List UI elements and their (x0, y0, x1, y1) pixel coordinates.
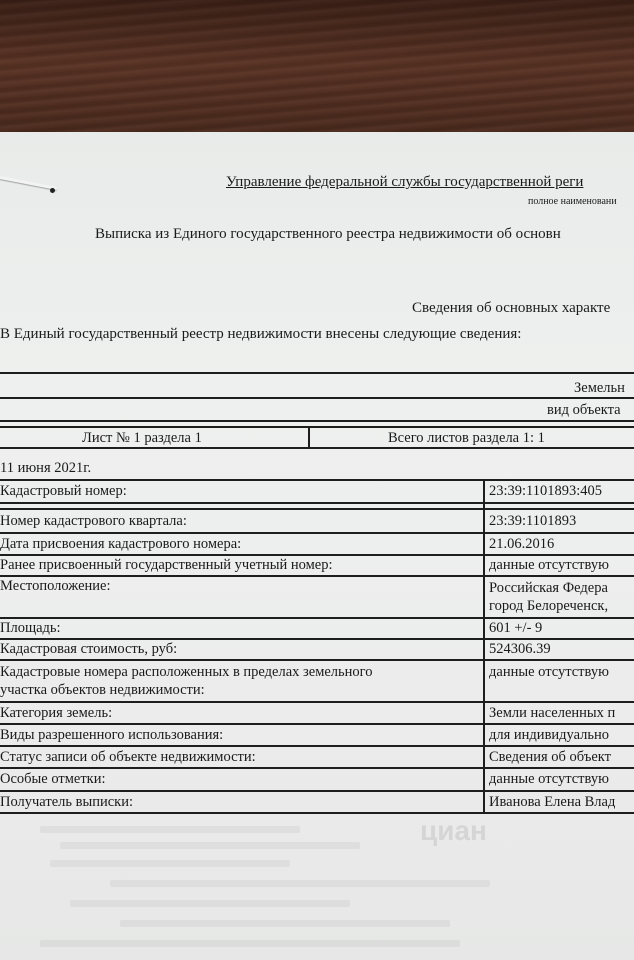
row-value: Земли населенных п (489, 705, 616, 721)
table-border (0, 447, 634, 449)
row-border (0, 575, 634, 577)
row-value: Иванова Елена Влад (489, 794, 616, 810)
row-value-line2: город Белореченск, (489, 598, 609, 614)
row-value: Сведения об объект (489, 749, 611, 765)
row-label: Статус записи об объекте недвижимости: (0, 749, 256, 765)
row-border (0, 745, 634, 747)
bleed-through-text (50, 860, 290, 867)
row-border (0, 767, 634, 769)
row-label: Кадастровый номер: (0, 483, 127, 499)
bleed-through-text (70, 900, 350, 907)
row-border (0, 659, 634, 661)
row-border (0, 502, 634, 504)
watermark-logo: циан (420, 815, 487, 846)
row-label: Особые отметки: (0, 771, 106, 787)
table-border-top (0, 372, 634, 374)
sheet-total: Всего листов раздела 1: 1 (388, 430, 545, 446)
row-label: Кадастровая стоимость, руб: (0, 641, 178, 657)
bleed-through-text (40, 826, 300, 833)
row-value: данные отсутствую (489, 771, 609, 787)
row-label: Дата присвоения кадастрового номера: (0, 536, 242, 552)
row-label: Получатель выписки: (0, 794, 133, 810)
row-value: 601 +/- 9 (489, 620, 543, 636)
bleed-through-text (60, 842, 360, 849)
bleed-through-text (40, 940, 460, 947)
row-border (0, 508, 634, 510)
row-label-line2: участка объектов недвижимости: (0, 682, 205, 698)
row-label: Номер кадастрового квартала: (0, 513, 187, 529)
row-value: 524306.39 (489, 641, 551, 657)
table-border (0, 420, 634, 422)
row-value: данные отсутствую (489, 557, 609, 573)
row-border (0, 638, 634, 640)
object-kind-caption: вид объекта (547, 402, 621, 418)
full-name-caption: полное наименовани (528, 196, 617, 207)
table-border (0, 426, 634, 428)
object-type: Земельн (574, 380, 625, 396)
sheet-number: Лист № 1 раздела 1 (82, 430, 202, 446)
section-title: Сведения об основных характе (412, 300, 611, 316)
authority-name: Управление федеральной службы государственной реги (226, 174, 584, 190)
row-label: Ранее присвоенный государственный учетный номер: (0, 557, 333, 573)
document-title: Выписка из Единого государственного реестра недвижимости об основн (95, 226, 561, 242)
pen-tip (50, 188, 55, 193)
row-value: для индивидуально (489, 727, 610, 743)
row-value: 23:39:1101893:405 (489, 483, 603, 499)
row-label: Виды разрешенного использования: (0, 727, 224, 743)
row-value: 23:39:1101893 (489, 513, 577, 529)
row-border (0, 554, 634, 556)
document-date: 11 июня 2021г. (0, 460, 92, 476)
row-border (0, 723, 634, 725)
bleed-through-text (120, 920, 450, 927)
wooden-table-background (0, 0, 634, 140)
row-border (0, 790, 634, 792)
row-border (0, 617, 634, 619)
table-column-divider (483, 479, 485, 814)
intro-text: В Единый государственный реестр недвижимости внесены следующие сведения: (0, 326, 522, 342)
row-label: Категория земель: (0, 705, 113, 721)
table-border-bottom (0, 812, 634, 814)
row-value: 21.06.2016 (489, 536, 555, 552)
row-border (0, 701, 634, 703)
bleed-through-text (110, 880, 490, 887)
row-border (0, 532, 634, 534)
table-border-top (0, 479, 634, 481)
row-value: данные отсутствую (489, 664, 609, 680)
row-label: Кадастровые номера расположенных в пределах земельного (0, 664, 373, 680)
row-label: Площадь: (0, 620, 61, 636)
row-value: Российская Федера (489, 580, 608, 596)
table-border (0, 397, 634, 399)
table-divider (308, 426, 310, 448)
row-label: Местоположение: (0, 578, 111, 594)
